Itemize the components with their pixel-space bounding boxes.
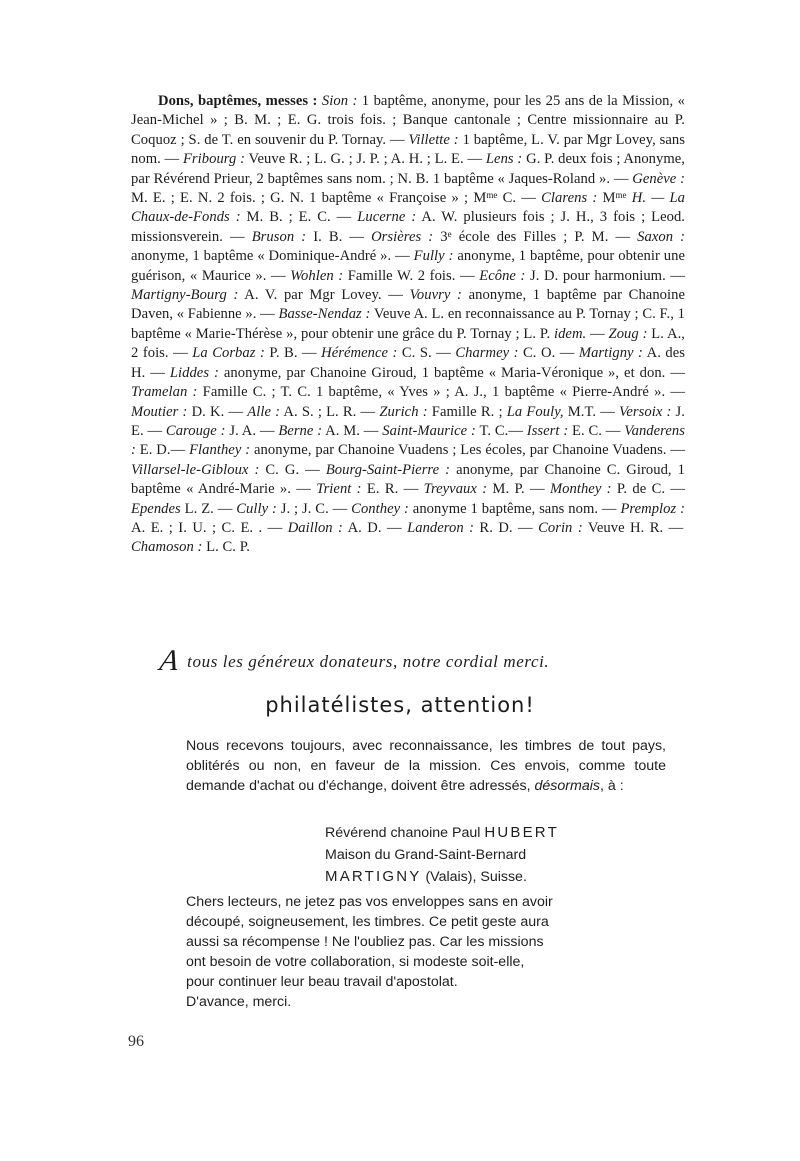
donation-entry: L. Z. — [180,500,237,517]
place-name: Alle : [247,403,281,420]
donation-entry: M. E. ; E. N. 2 fois. ; G. N. 1 baptême « Françoise » ; M [131,190,487,207]
donation-entry: anonyme, 1 baptême « Dominique-André ». — [131,248,414,265]
donation-entry: G. P. deux fois ; Anonyme, par Révérend Prieur, 2 baptêmes sans nom. ; N. B. 1 baptême « Jaques-Roland ». — [131,151,685,187]
donation-entry: J. D. pour harmonium. — [525,267,685,284]
place-name: Zurich : [379,403,428,420]
donation-entry: anonyme, par Chanoine Vuadens ; Les écoles, par Chanoine Vuadens. — [250,442,685,459]
donation-entry: A. D. — [342,519,408,536]
place-name: Vanderens : [131,422,685,459]
place-name: Ecône : [479,267,526,284]
donation-entry: T. C.— [475,422,527,439]
place-name: Fully : [413,248,454,265]
place-name: Fribourg : [182,151,246,168]
thank-you-initial: A [157,644,181,677]
place-name: Hérémence : [321,345,398,362]
donations-heading: Dons, baptêmes, messes : [158,93,318,109]
donation-entry: A. V. par Mgr Lovey. — [238,287,410,304]
place-name: Basse-Nendaz : [278,306,371,323]
donation-entry: E. D.— [135,442,190,459]
place-name: Issert : [526,422,569,439]
place-name: idem. [553,325,587,342]
appeal-line: découpé, soigneusement, les timbres. Ce petit geste aura [186,914,549,930]
donation-entry: C. O. — [518,345,579,362]
place-name: Zoug : [608,325,648,342]
donation-entry: A. M. — [322,422,383,439]
donation-entry: J. ; J. C. — [276,500,352,517]
place-name: Landeron : [407,519,475,536]
donation-entry: Veuve A. L. en reconnaissance au P. Tornay ; C. F., 1 baptême « Marie-Thérèse », pour obtenir une grâce du P. Tornay ; L. P. [131,306,685,342]
donation-entry: anonyme, 1 baptême par Chanoine Daven, « Fabienne ». — [131,287,685,323]
donation-entry: M. P. — [487,481,550,498]
place-name: Villette : [408,131,459,148]
donation-entry: Famille R. ; [427,403,507,420]
place-name: Conthey : [351,500,409,517]
place-name: Ependes [131,500,181,517]
superscript: me [615,190,627,201]
donation-entry: L. C. P. [202,539,250,556]
donation-entry: M. B. ; E. C. — [240,209,358,226]
place-name: Clarens : [541,190,598,207]
place-name: Moutier : [131,403,188,420]
stamps-request-paragraph [186,736,666,796]
superscript: me [486,190,498,201]
superscript: e [447,228,452,239]
appeal-line: aussi sa récompense ! Ne l'oubliez pas. Car les missions [186,934,544,950]
page-number: 96 [128,1033,144,1050]
place-name: Lucerne : [357,209,417,226]
thank-you-line [157,644,660,677]
donation-entry: C. S. — [397,345,456,362]
appeal-line: pour continuer leur beau travail d'apostolat. [186,974,458,990]
donation-entry: A. E. ; I. U. ; C. E. . — [131,519,288,536]
donation-entry: D. K. — [187,403,248,420]
place-name: Premploz : [620,500,686,517]
donation-entry: anonyme 1 baptême, sans nom. — [408,500,621,517]
appeal-line: ont besoin de votre collaboration, si modeste soit-elle, [186,954,525,970]
donation-entry: I. B. — [306,228,372,245]
donation-entry: C. — [497,190,542,207]
appeal-line: D'avance, merci. [186,994,292,1010]
place-name: Bruson : [251,228,307,245]
donation-entry: R. D. — [474,519,539,536]
philatelists-heading: philatélistes, attention! [265,693,535,717]
donation-entry: Famille W. 2 fois. — [343,267,480,284]
address-city: MARTIGNY [325,868,422,885]
donation-entry: A. des H. — [131,345,686,381]
place-name: Daillon : [287,519,343,536]
place-name: Trient : [316,481,362,498]
appeal-line: Chers lecteurs, ne jetez pas vos enveloppes sans en avoir [186,894,553,910]
address-line-house: Maison du Grand-Saint-Bernard [325,846,527,863]
address-line-name [325,822,665,845]
place-name: La Corbaz : [192,345,265,362]
place-name: Carouge : [165,422,226,439]
donation-entry: anonyme, par Chanoine Giroud, 1 baptême « Maria-Véronique », et don. — [218,364,685,381]
place-name: Berne : [278,422,323,439]
place-name: Flanthey : [189,442,251,459]
place-name: Genève : [632,170,686,187]
donation-entry: A. W. plusieurs fois ; J. H., 3 fois ; Leod. missionsverein. — [131,209,686,245]
place-name: Cully : [236,500,277,517]
donation-entry: — [586,325,609,342]
stamps-request-end: , à : [599,778,624,794]
place-name: Saint-Maurice : [382,422,476,439]
place-name: Sion : [321,93,358,109]
donation-entry: P. B. — [264,345,322,362]
place-name: Monthey : [549,481,612,498]
address-region: (Valais), Suisse. [421,869,527,885]
address-surname: HUBERT [484,824,559,841]
donation-entry: école des Filles ; P. M. — [451,228,638,245]
donation-entry: C. G. — [259,461,326,478]
thank-you-text: tous les généreux donateurs, notre cordial merci. [182,652,550,671]
place-name: Liddes : [169,364,219,381]
donation-entry: Veuve R. ; L. G. ; J. P. ; A. H. ; L. E. — [245,151,486,168]
place-name: H. — La Chaux-de-Fonds : [131,190,685,226]
place-name: Corin : [538,519,583,536]
donation-entry: anonyme, par Chanoine C. Giroud, 1 baptême « André-Marie ». — [131,461,685,498]
stamps-request-text: Nous recevons toujours, avec reconnaissance, les timbres de tout pays, oblitérés ou non, en faveur de la mission. Ces envois, comme toute demande d'achat ou d'échange, doivent être adressés, [186,738,666,794]
donation-entry: anonyme, 1 baptême, pour obtenir une guérison, « Maurice ». — [131,248,686,284]
donation-entry: E. R. — [361,481,424,498]
place-name: Vouvry : [409,287,462,304]
place-name: Tramelan : [131,384,198,401]
donation-entry: M [597,190,616,207]
donations-paragraph [131,92,685,558]
donation-entry: 1 baptême, L. V. par Mgr Lovey, sans nom. — [131,131,685,168]
address-line-city [325,866,665,889]
place-name: Chamoson : [131,539,203,556]
donation-entry: P. de C. — [611,481,685,498]
donation-entry: L. A., 2 fois. — [131,325,685,362]
place-name: Orsières : [371,228,434,245]
donation-entry: A. S. ; L. R. — [280,403,380,420]
place-name: Lens : [485,151,523,168]
place-name: Versoix : [619,403,672,420]
place-name: Martigny-Bourg : [131,287,239,304]
donation-entry: Famille C. ; T. C. 1 baptême, « Yves » ; A. J., 1 baptême « Pierre-André ». — [197,384,685,401]
donation-entry: J. A. — [225,422,279,439]
place-name: Wohlen : [290,267,344,284]
stamps-request-emphasis: désormais [534,778,600,794]
donations-text [131,93,685,555]
donation-entry: Veuve H. R. — [582,519,684,536]
donation-entry: J. E. — [131,403,685,439]
donation-entry: 1 baptême, anonyme, pour les 25 ans de la Mission, « Jean-Michel » ; B. M. ; E. G. trois fois. ; Banque cantonale ; Centre missionnaire au P. Coquoz ; S. de T. en souvenir du P. Tornay. — [131,93,685,148]
place-name: Saxon : [637,228,686,245]
mailing-address [325,822,665,889]
donation-entry: 3 [433,228,448,245]
address-title: Révérend chanoine Paul [325,825,485,841]
place-name: Bourg-Saint-Pierre : [325,461,451,478]
donation-entry: E. C. — [568,422,625,439]
place-name: Martigny : [578,345,643,362]
readers-appeal-paragraph [186,892,666,1012]
place-name: Villarsel-le-Gibloux : [131,461,260,478]
place-name: La Fouly, [506,403,564,420]
place-name: Treyvaux : [423,481,488,498]
place-name: Charmey : [455,345,519,362]
donation-entry: M.T. — [563,403,620,420]
